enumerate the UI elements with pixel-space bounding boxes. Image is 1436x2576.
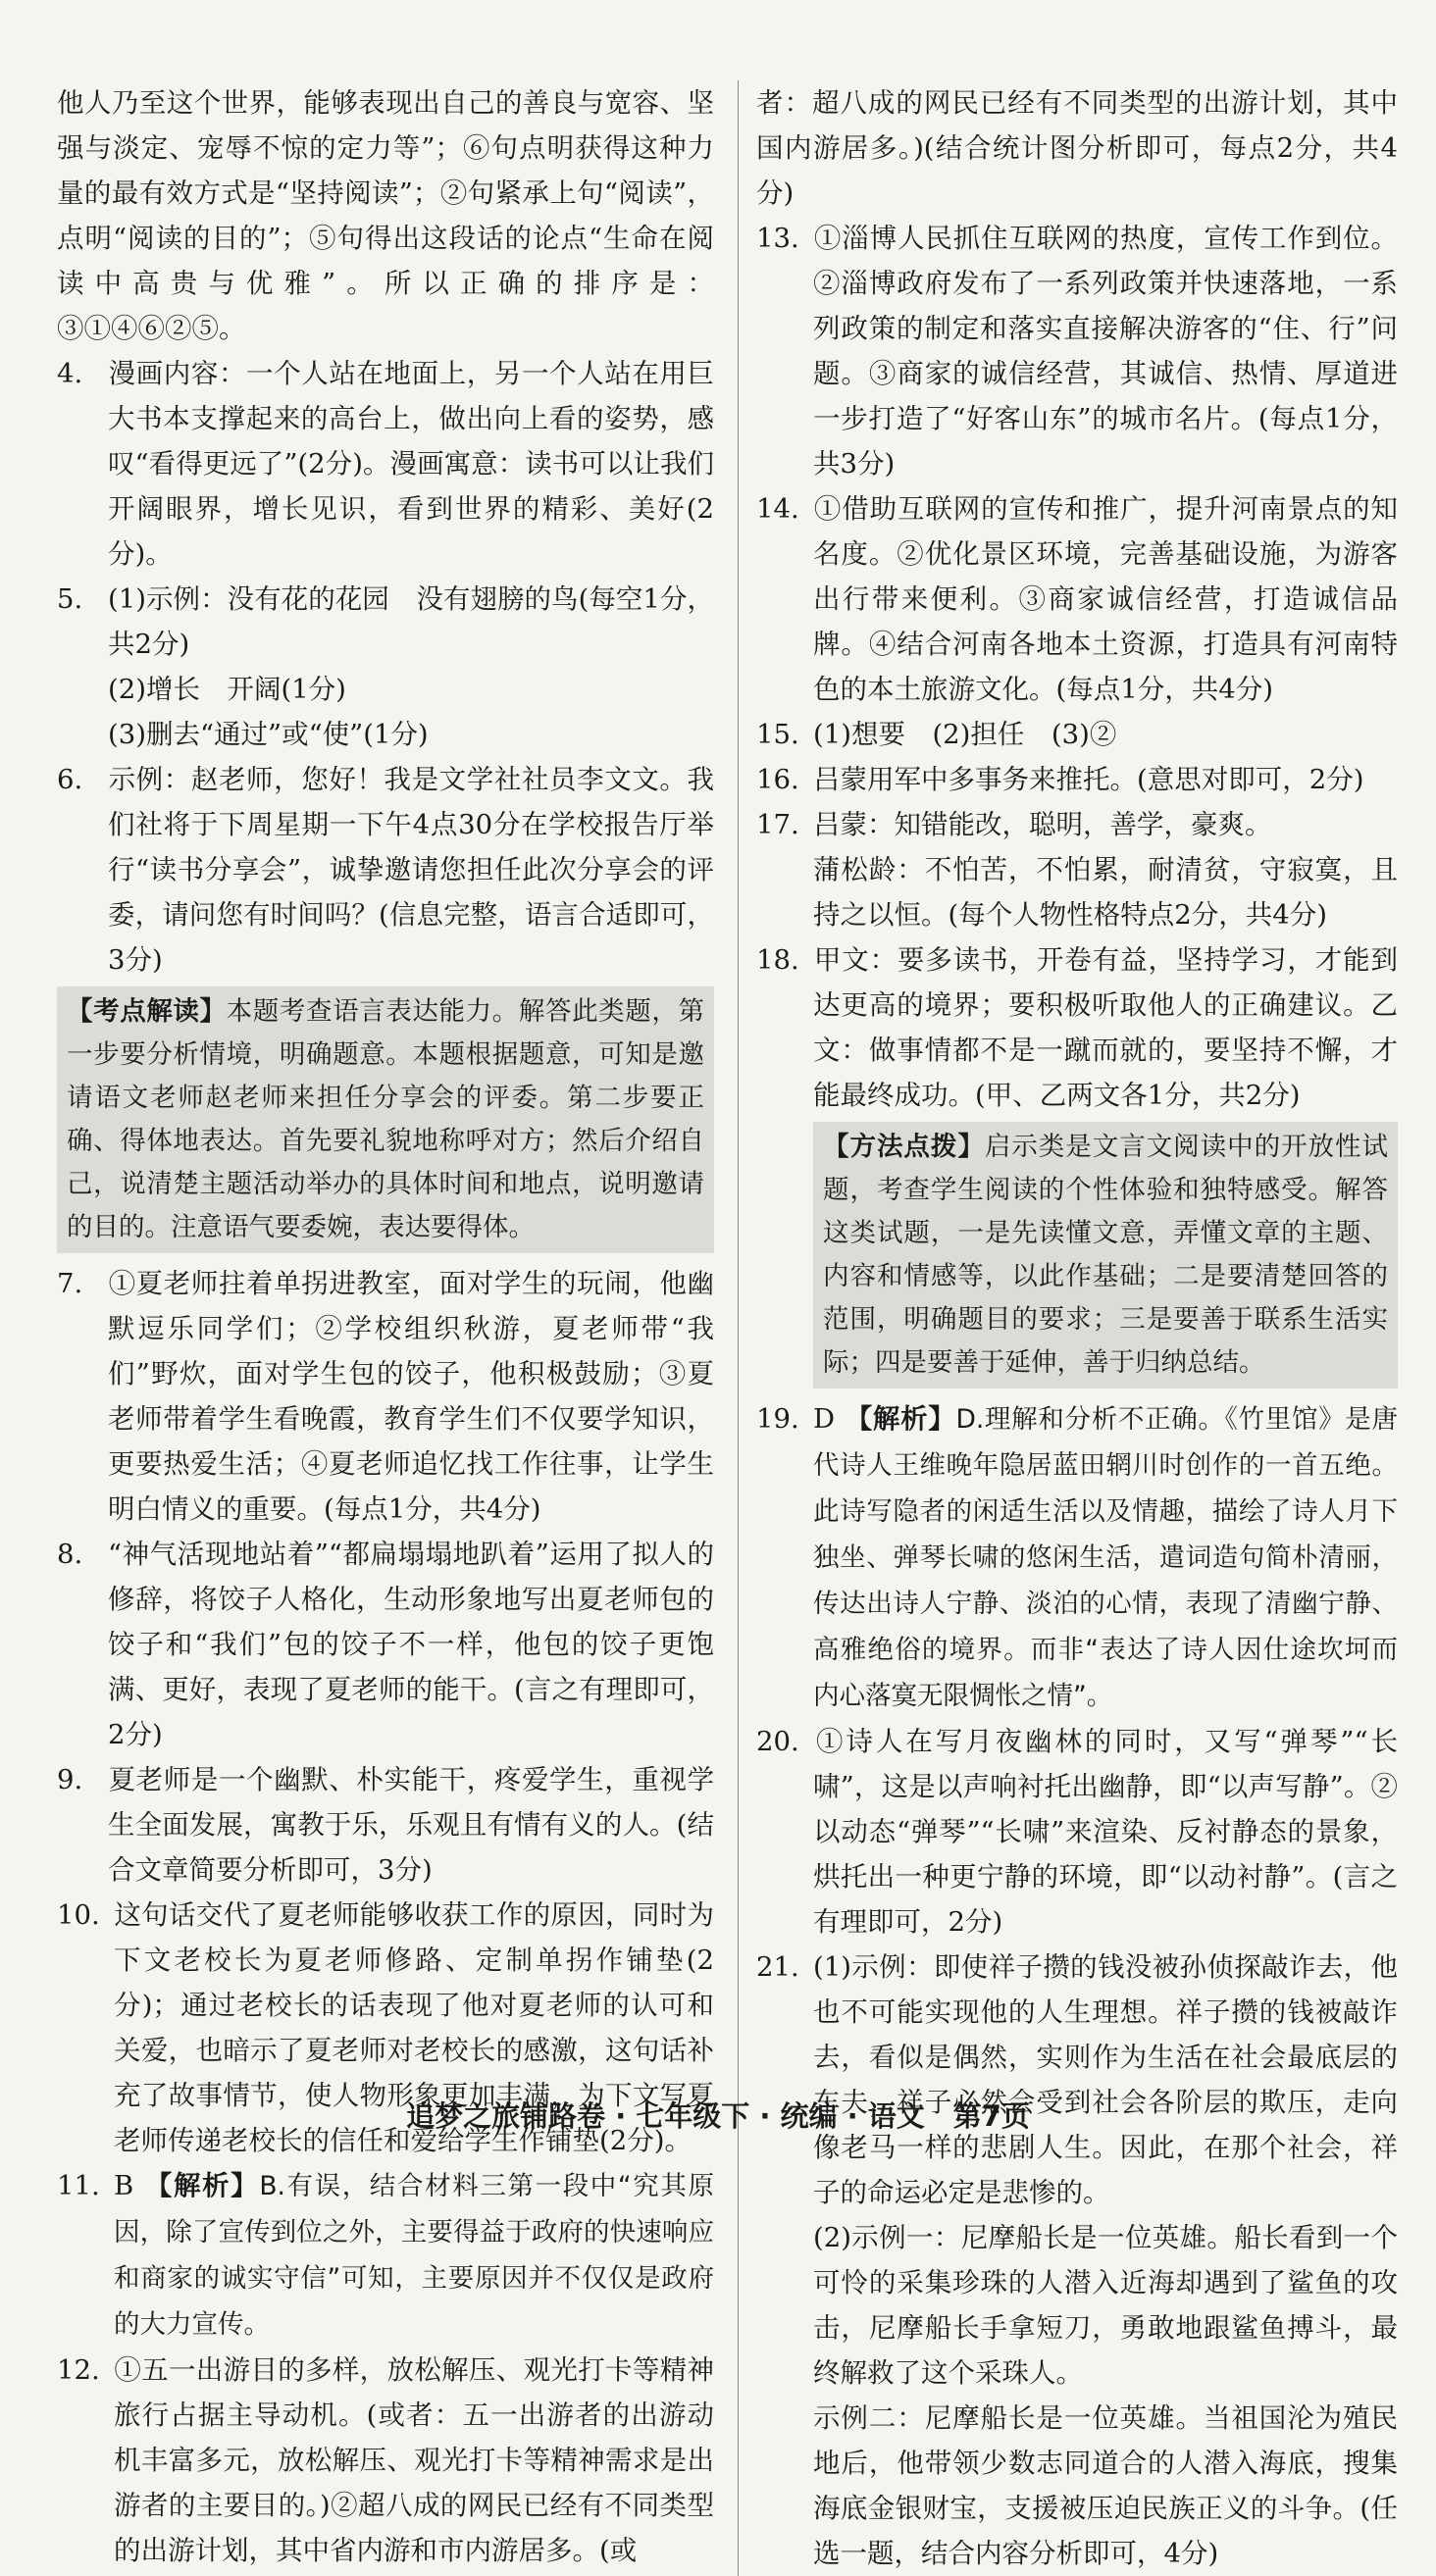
q3-continuation: 他人乃至这个世界，能够表现出自己的善良与宽容、坚强与淡定、宠辱不惊的定力等”；⑥句点明获得这种力量的最有效方式是“坚持阅读”；②句紧承上句“阅读”，点明“阅读的目的”；⑤句得出这段话的论点“生命在阅读中高贵与优雅”。所以正确的排序是：③①④⑥②⑤。 bbox=[57, 87, 714, 344]
page-footer: 追梦之旅铺路卷 · 七年级下 · 统编 · 语文 第7页 bbox=[406, 2099, 1030, 2133]
answer-20: 20. ①诗人在写月夜幽林的同时，又写“弹琴”“长啸”，这是以声响衬托出幽静，即“以声写静”。②以动态“弹琴”“长啸”来渲染、反衬静态的景象，烘托出一种更宁静的环境，即“以动衬静”。(言之有理即可，2分) bbox=[756, 1726, 1398, 1938]
answer-21: 21. (1)示例：即使祥子攒的钱没被孙侦探敲诈去，他也不可能实现他的人生理想。祥子攒的钱被敲诈去，看似是偶然，实则作为生活在社会最底层的车夫，祥子必然会受到社会各阶层的欺压，走向像老马一样的悲剧人生。因此，在那个社会，祥子的命运必定是悲惨的。 (2)示例一：尼摩船长是一位英雄。船长看到一个可怜的采集珍珠的人潜入近海却遇到了鲨鱼的攻击，尼摩船长手拿短刀，勇敢地跟鲨鱼搏斗，最终解救了这个采珠人。 示例二：尼摩船长是一位英雄。当祖国沦为殖民地后，他带领少数志同道合的人潜入海底，搜集海底金银财宝，支援被压迫民族正义的斗争。(任选一题，结合内容分析即可，4分) bbox=[756, 1951, 1398, 2569]
answer-10: 10. 这句话交代了夏老师能够收获工作的原因，同时为下文老校长为夏老师修路、定制单拐作铺垫(2分)；通过老校长的话表现了他对夏老师的认可和关爱，也暗示了夏老师对老校长的感激，这句话补充了故事情节，使人物形象更加丰满，为下文写夏老师传递老校长的信任和爱给学生作铺垫(2分)。 bbox=[57, 1899, 714, 2156]
answer-8: 8. “神气活现地站着”“都扁塌塌地趴着”运用了拟人的修辞，将饺子人格化，生动形象地写出夏老师包的饺子和“我们”包的饺子不一样，他包的饺子更饱满、更好，表现了夏老师的能干。(言之有理即可，2分) bbox=[57, 1539, 714, 1750]
answer-7: 7. ①夏老师拄着单拐进教室，面对学生的玩闹，他幽默逗乐同学们；②学校组织秋游，夏老师带“我们”野炊，面对学生包的饺子，他积极鼓励；③夏老师带着学生看晚霞，教育学生们不仅要学知识，更要热爱生活；④夏老师追忆找工作往事，让学生明白情义的重要。(每点1分，共4分) bbox=[57, 1268, 714, 1525]
answer-9: 9. 夏老师是一个幽默、朴实能干，疼爱学生，重视学生全面发展，寓教于乐，乐观且有情有义的人。(结合文章简要分析即可，3分) bbox=[57, 1764, 714, 1886]
method-tip-explanation: 【方法点拨】启示类是文言文阅读中的开放性试题，考查学生阅读的个性体验和独特感受。解答这类试题，一是先读懂文意，弄懂文章的主题、内容和情感等，以此作基础；二是要清楚回答的范围，明确题目的要求；三是要善于联系生活实际；四是要善于延伸，善于归纳总结。 bbox=[813, 1122, 1398, 1389]
answer-4: 4. 漫画内容：一个人站在地面上，另一个人站在用巨大书本支撑起来的高台上，做出向上看的姿势，感叹“看得更远了”(2分)。漫画寓意：读书可以让我们开阔眼界，增长见识，看到世界的精彩、美好(2分)。 bbox=[57, 358, 714, 570]
answer-14: 14. ①借助互联网的宣传和推广，提升河南景点的知名度。②优化景区环境，完善基础设施，为游客出行带来便利。③商家诚信经营，打造诚信品牌。④结合河南各地本土资源，打造具有河南特色的本土旅游文化。(每点1分，共4分) bbox=[756, 493, 1398, 705]
answer-13: 13. ①淄博人民抓住互联网的热度，宣传工作到位。②淄博政府发布了一系列政策并快速落地，一系列政策的制定和落实直接解决游客的“住、行”问题。③商家的诚信经营，其诚信、热情、厚道进一步打造了“好客山东”的城市名片。(每点1分，共3分) bbox=[756, 223, 1398, 480]
right-column bbox=[738, 80, 1398, 2576]
answer-11: 11. B 【解析】B.有误，结合材料三第一段中“究其原因，除了宣传到位之外，主要得益于政府的快速响应和商家的诚实守信”可知，主要原因并不仅仅是政府的大力宣传。 bbox=[57, 2170, 715, 2340]
answer-5: 5. (1)示例：没有花的花园 没有翅膀的鸟(每空1分，共2分) (2)增长 开阔(1分) (3)删去“通过”或“使”(1分) bbox=[57, 583, 714, 750]
answer-6: 6. 示例：赵老师，您好！我是文学社社员李文文。我们社将于下周星期一下午4点30分在学校报告厅举行“读书分享会”，诚挚邀请您担任此次分享会的评委，请问您有时间吗？(信息完整，语言合适即可，3分) bbox=[57, 764, 714, 976]
q12-continuation: 者：超八成的网民已经有不同类型的出游计划，其中国内游居多。)(结合统计图分析即可，每点2分，共4分) bbox=[756, 87, 1398, 209]
answer-19: 19. D 【解析】D.理解和分析不正确。《竹里馆》是唐代诗人王维晚年隐居蓝田辋川时创作的一首五绝。此诗写隐者的闲适生活以及情趣，描绘了诗人月下独坐、弹琴长啸的悠闲生活，遣词造句简朴清丽，传达出诗人宁静、淡泊的心情，表现了清幽宁静、高雅绝俗的境界。而非“表达了诗人因仕途坎坷而内心落寞无限惆怅之情”。 bbox=[756, 1403, 1398, 1711]
answer-16: 16. 吕蒙用军中多事务来推托。(意思对即可，2分) bbox=[756, 764, 1364, 795]
answer-12: 12. ①五一出游目的多样，放松解压、观光打卡等精神旅行占据主导动机。(或者：五一出游者的出游动机丰富多元，放松解压、观光打卡等精神需求是出游者的主要目的。)②超八成的网民已经有不同类型的出游计划，其中省内游和市内游居多。(或 bbox=[57, 2354, 714, 2566]
answer-17: 17. 吕蒙：知错能改，聪明，善学，豪爽。 蒲松龄：不怕苦，不怕累，耐清贫，守寂寞，且持之以恒。(每个人物性格特点2分，共4分) bbox=[756, 809, 1398, 931]
answer-18: 18. 甲文：要多读书，开卷有益，坚持学习，才能到达更高的境界；要积极听取他人的正确建议。乙文：做事情都不是一蹴而就的，要坚持不懈，才能最终成功。(甲、乙两文各1分，共2分) bbox=[756, 944, 1398, 1111]
exam-point-explanation: 【考点解读】本题考查语言表达能力。解答此类题，第一步要分析情境，明确题意。本题根据题意，可知是邀请语文老师赵老师来担任分享会的评委。第二步要正确、得体地表达。首先要礼貌地称呼对方；然后介绍自己，说清楚主题活动举办的具体时间和地点，说明邀请的目的。注意语气要委婉，表达要得体。 bbox=[57, 986, 714, 1253]
answer-15: 15. (1)想要 (2)担任 (3)② bbox=[756, 719, 1117, 750]
left-column bbox=[57, 80, 714, 2573]
